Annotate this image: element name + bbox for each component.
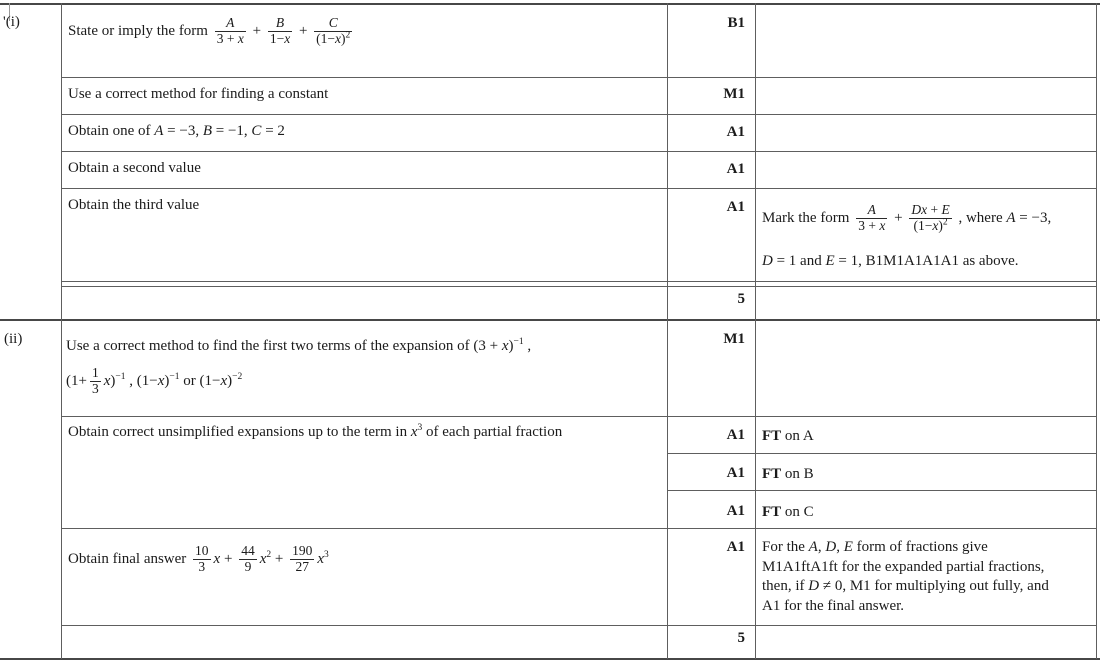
grid-line-h xyxy=(61,114,1097,115)
criterion-state-form: State or imply the form $\frac{A}{3 + x}$ + $\frac{B}{1-x}$ + $\frac{C}{(1-x)^2}$ xyxy=(68,15,351,46)
criterion-expansion-method-line1: Use a correct method to find the first two terms of the expansion of $(3 + x)^{-1}$ , xyxy=(66,337,532,354)
guidance-line: M1A1ftA1ft for the expanded partial fractions, xyxy=(762,558,1045,575)
mark-a1: A1 xyxy=(726,161,745,177)
question-part-label-ii: (ii) xyxy=(4,331,23,347)
table-top-border xyxy=(0,3,1100,5)
guidance-line: then, if D ≠ 0, M1 for multiplying out fully, and xyxy=(762,578,1049,594)
mark-a1: A1 xyxy=(726,124,745,140)
mark-a1-final: A1 xyxy=(726,539,745,555)
mark-a1-ft-b: A1 xyxy=(726,465,745,481)
part-ii-total-marks: 5 xyxy=(737,630,745,646)
criterion-final-answer: Obtain final answer $\frac{10}{3}$ x + $\frac{44}{9}$ $x^2$ + $\frac{190}{27}$ $x^3$ xyxy=(68,543,329,574)
guidance-ft-on-a: FT on A xyxy=(762,428,814,444)
grid-line-h xyxy=(61,281,1097,282)
grid-line-h xyxy=(667,490,1097,491)
section-divider xyxy=(0,319,1100,321)
mark-a1-ft-c: A1 xyxy=(726,503,745,519)
grid-line-h xyxy=(61,77,1097,78)
criterion-expansion-method-line2: (1+ $\frac{1}{3}$ x)$^{-1}$ , $(1-x)^{-1}$ or $(1-x)^{-2}$ xyxy=(66,365,243,396)
guidance-line: For the A, D, E form of fractions give xyxy=(762,539,988,555)
table-right-border xyxy=(1096,3,1097,659)
mark-m1: M1 xyxy=(723,331,745,347)
mark-m1: M1 xyxy=(723,86,745,102)
mark-a1: A1 xyxy=(726,199,745,215)
grid-line-h xyxy=(61,188,1097,189)
grid-line-h xyxy=(61,286,1097,287)
grid-line-v xyxy=(755,3,756,659)
grid-line-h xyxy=(61,416,1097,417)
criterion-second-value: Obtain a second value xyxy=(68,160,201,176)
mark-a1-ft-a: A1 xyxy=(726,427,745,443)
guidance-ft-on-c: FT on C xyxy=(762,504,814,520)
grid-line-h xyxy=(61,151,1097,152)
grid-line-h xyxy=(667,453,1097,454)
guidance-d-e-values: D = 1 and E = 1, B1M1A1A1A1 as above. xyxy=(762,253,1019,269)
grid-line-h xyxy=(61,528,1097,529)
criterion-first-value: Obtain one of A = −3, B = −1, C = 2 xyxy=(68,123,285,139)
guidance-line: A1 for the final answer. xyxy=(762,597,905,614)
question-part-label-i: '(i) xyxy=(3,14,20,30)
guidance-final-answer xyxy=(762,538,1049,616)
mark-b1: B1 xyxy=(727,15,745,31)
guidance-ft-on-b: FT on B xyxy=(762,466,814,482)
criterion-method-constant: Use a correct method for finding a constant xyxy=(68,86,329,102)
table-bottom-border xyxy=(0,658,1100,660)
grid-line-h xyxy=(61,625,1097,626)
guidance-mark-the-form: Mark the form $\frac{A}{3 + x}$ + $\frac{Dx + E}{(1-x)^2}$ , where A = −3, xyxy=(762,202,1052,233)
criterion-unsimplified-expansions: Obtain correct unsimplified expansions up to the term in $x^3$ of each partial fraction xyxy=(68,423,563,440)
criterion-third-value: Obtain the third value xyxy=(68,197,200,213)
part-i-total-marks: 5 xyxy=(737,291,745,307)
grid-line-v xyxy=(61,3,62,659)
